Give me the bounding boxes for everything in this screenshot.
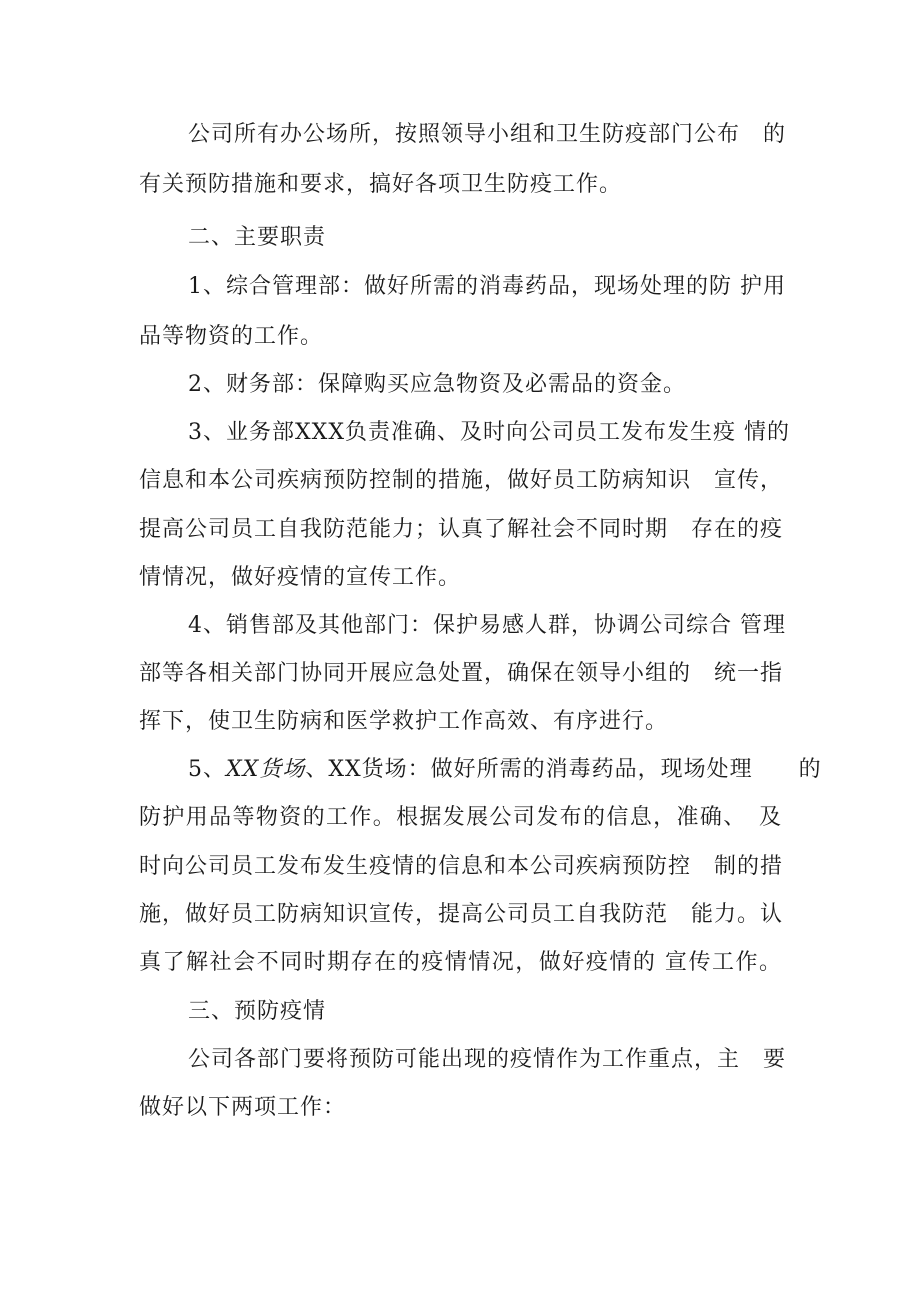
paragraph-line: 公司各部门要将预防可能出现的疫情作为工作重点，主 要 <box>188 1047 787 1072</box>
paragraph-line <box>188 755 822 785</box>
paragraph-line: 挥下，使卫生防病和医学救护工作高效、有序进行。 <box>139 709 669 734</box>
paragraph-line: 真了解社会不同时期存在的疫情情况，做好疫情的 宣传工作。 <box>139 950 782 975</box>
paragraph-line: 提高公司员工自我防范能力；认真了解社会不同时期 存在的疫 <box>139 517 784 542</box>
paragraph-line: 有关预防措施和要求，搞好各项卫生防疫工作。 <box>139 172 623 197</box>
paragraph-line: 部等各相关部门协同开展应急处置，确保在领导小组的 统一指 <box>139 661 784 686</box>
paragraph-line: 4、销售部及其他部门：保护易感人群，协调公司综合 管理 <box>188 613 786 638</box>
paragraph-line: 信息和本公司疾病预防控制的措施，做好员工防病知识 宣传， <box>139 468 784 493</box>
paragraph-line: 3、业务部XXX负责准确、及时向公司员工发布发生疫 情的 <box>188 420 790 445</box>
paragraph-line: 时向公司员工发布发生疫情的信息和本公司疾病预防控 制的措 <box>139 854 784 879</box>
paragraph-line: 品等物资的工作。 <box>139 324 324 349</box>
paragraph-line: 防护用品等物资的工作。根据发展公司发布的信息，准确、 及 <box>139 805 782 830</box>
paragraph-line: 公司所有办公场所，按照领导小组和卫生防疫部门公布 的 <box>188 122 787 147</box>
paragraph-line: 情情况，做好疫情的宣传工作。 <box>139 565 462 590</box>
paragraph-line: 2、财务部：保障购买应急物资及必需品的资金。 <box>188 372 686 397</box>
item-number: 5、 <box>188 757 226 782</box>
line-remainder: 、XX货场：做好所需的消毒药品，现场处理 的 <box>305 757 822 782</box>
section-heading: 二、主要职责 <box>188 225 327 250</box>
paragraph-line: 施，做好员工防病知识宣传，提高公司员工自我防范 能力。认 <box>139 902 784 927</box>
paragraph-line: 1、综合管理部：做好所需的消毒药品，现场处理的防 护用 <box>188 274 786 299</box>
italic-location: XX货场 <box>226 757 306 782</box>
paragraph-line: 做好以下两项工作： <box>139 1095 347 1120</box>
section-heading: 三、预防疫情 <box>188 999 327 1024</box>
